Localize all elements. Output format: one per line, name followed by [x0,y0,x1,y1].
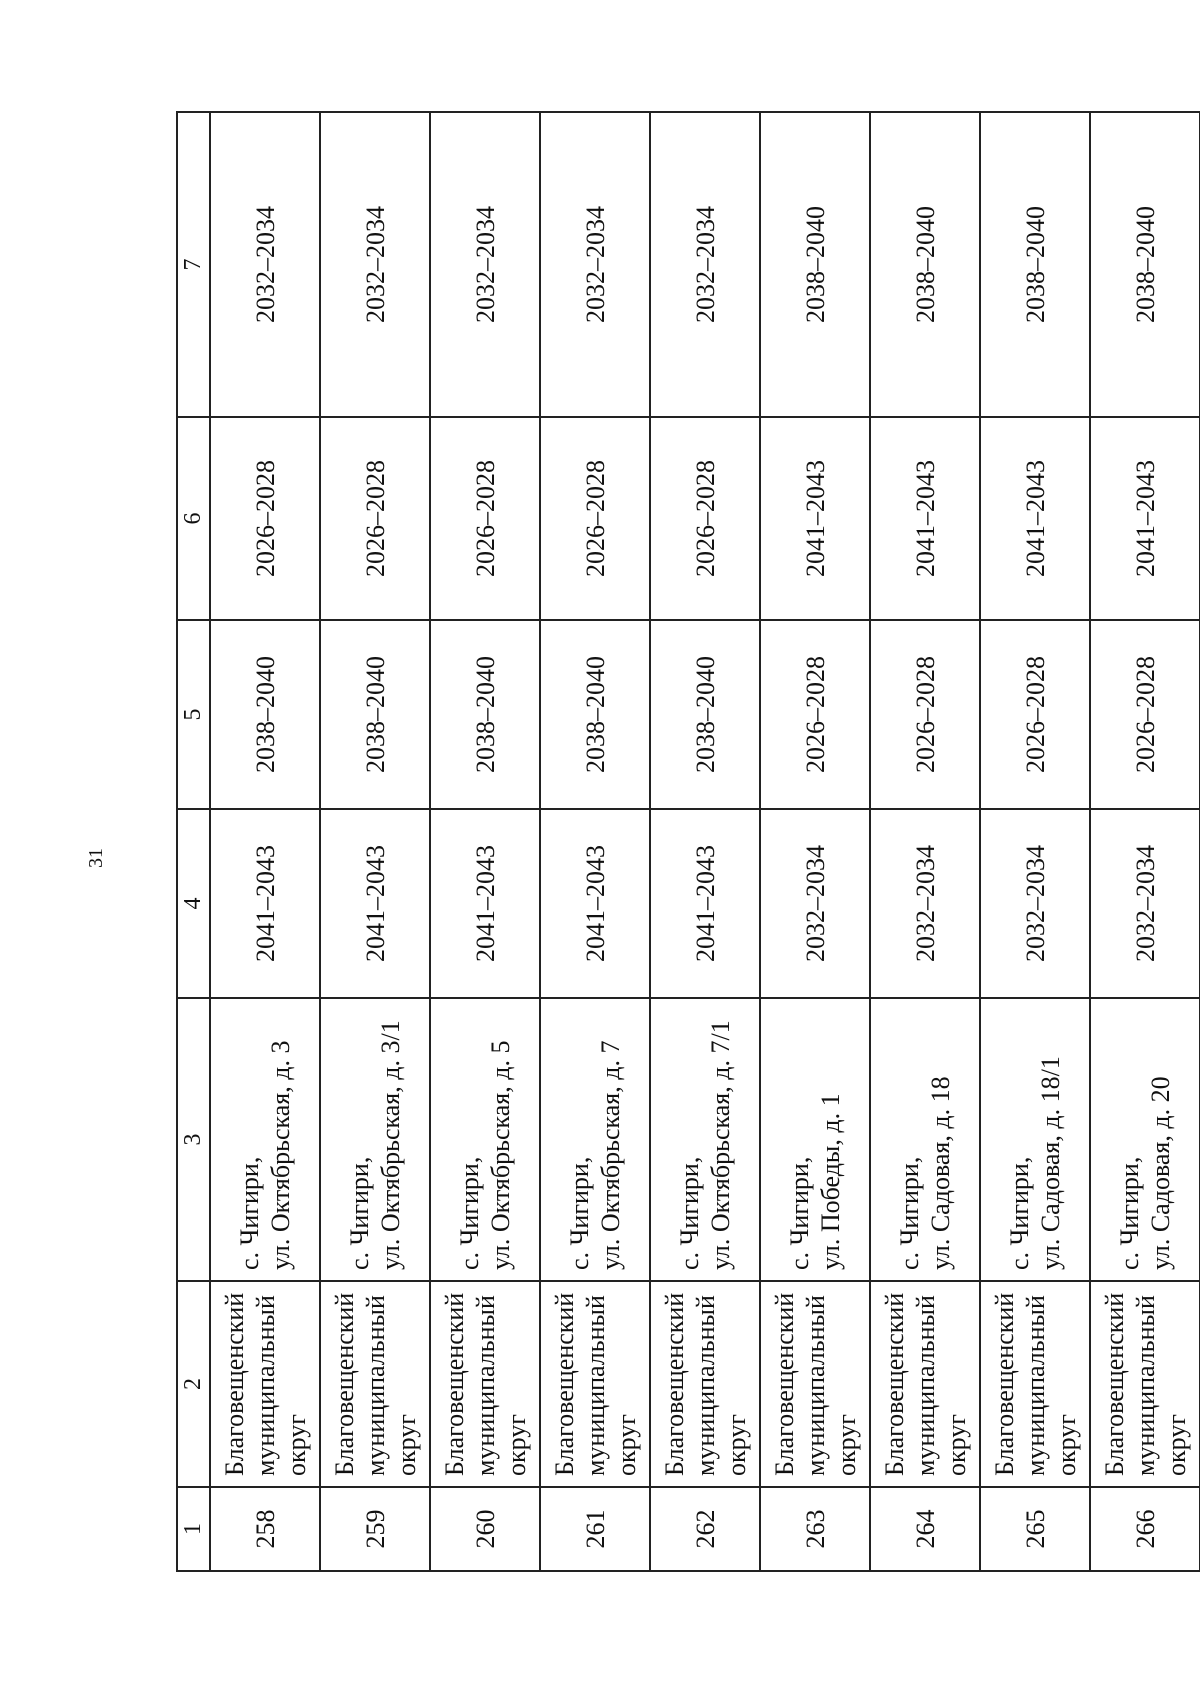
address-cell [320,998,430,1281]
address-line: ул. Победы, д. 1 [816,1093,845,1270]
period-cell-6: 2041–2043 [870,417,980,620]
address-line: с. Чигири, [895,1156,924,1270]
district-cell [1090,1281,1200,1487]
address-cell [1090,998,1200,1281]
table-row [760,112,870,1571]
period-cell-5: 2026–2028 [760,620,870,809]
period-cell-4: 2041–2043 [210,809,320,998]
address-line: с. Чигири, [345,1156,374,1270]
district-line: Благовещенский [989,1292,1019,1476]
column-header-1: 1 [177,1487,210,1571]
row-number-cell: 264 [870,1487,980,1571]
period-cell-6: 2026–2028 [430,417,540,620]
table-row [540,112,650,1571]
period-cell-6: 2026–2028 [540,417,650,620]
table-header [177,112,210,1571]
table-row [870,112,980,1571]
period-cell-7: 2038–2040 [980,112,1090,417]
row-number-cell: 259 [320,1487,430,1571]
district-line: Благовещенский [219,1292,249,1476]
district-line: Благовещенский [879,1292,909,1476]
period-cell-5: 2026–2028 [870,620,980,809]
district-line: Благовещенский [329,1292,359,1476]
period-cell-5: 2038–2040 [650,620,760,809]
district-line: округ [941,1414,971,1476]
address-line: ул. Октябрьская, д. 3/1 [376,1020,405,1270]
period-cell-7: 2032–2034 [540,112,650,417]
address-cell [980,998,1090,1281]
column-header-5: 5 [177,620,210,809]
period-cell-5: 2038–2040 [430,620,540,809]
period-cell-7: 2032–2034 [430,112,540,417]
address-line: с. Чигири, [675,1156,704,1270]
district-cell [540,1281,650,1487]
district-line: муниципальный [580,1295,610,1476]
period-cell-5: 2038–2040 [540,620,650,809]
district-line: округ [611,1414,641,1476]
address-line: с. Чигири, [235,1156,264,1270]
district-line: муниципальный [910,1295,940,1476]
district-cell [760,1281,870,1487]
period-cell-7: 2038–2040 [870,112,980,417]
period-cell-6: 2026–2028 [210,417,320,620]
district-line: муниципальный [1020,1295,1050,1476]
district-line: Благовещенский [769,1292,799,1476]
district-cell [980,1281,1090,1487]
period-cell-4: 2032–2034 [870,809,980,998]
period-cell-4: 2041–2043 [540,809,650,998]
column-header-4: 4 [177,809,210,998]
table-body [210,112,1200,1571]
period-cell-5: 2026–2028 [980,620,1090,809]
district-line: Благовещенский [659,1292,689,1476]
district-line: округ [721,1414,751,1476]
district-line: Благовещенский [1099,1292,1129,1476]
district-line: муниципальный [250,1295,280,1476]
period-cell-7: 2038–2040 [760,112,870,417]
period-cell-5: 2038–2040 [210,620,320,809]
period-cell-5: 2026–2028 [1090,620,1200,809]
address-cell [210,998,320,1281]
district-line: муниципальный [470,1295,500,1476]
period-cell-7: 2032–2034 [320,112,430,417]
address-line: с. Чигири, [1005,1156,1034,1270]
address-line: с. Чигири, [785,1156,814,1270]
table-row [430,112,540,1571]
row-number-cell: 266 [1090,1487,1200,1571]
table-row [980,112,1090,1571]
column-header-3: 3 [177,998,210,1281]
district-line: Благовещенский [549,1292,579,1476]
district-line: округ [501,1414,531,1476]
table-container [176,113,1191,1572]
address-line: с. Чигири, [1115,1156,1144,1270]
period-cell-4: 2032–2034 [760,809,870,998]
district-line: округ [391,1414,421,1476]
district-line: муниципальный [800,1295,830,1476]
period-cell-7: 2032–2034 [210,112,320,417]
period-cell-5: 2038–2040 [320,620,430,809]
column-header-7: 7 [177,112,210,417]
district-line: муниципальный [1130,1295,1160,1476]
period-cell-6: 2026–2028 [650,417,760,620]
period-cell-6: 2041–2043 [1090,417,1200,620]
period-cell-6: 2041–2043 [760,417,870,620]
rotated-table-frame [176,113,1191,1572]
period-cell-4: 2041–2043 [320,809,430,998]
district-line: округ [1051,1414,1081,1476]
address-line: с. Чигири, [565,1156,594,1270]
column-header-2: 2 [177,1281,210,1487]
period-cell-7: 2032–2034 [650,112,760,417]
period-cell-7: 2038–2040 [1090,112,1200,417]
period-cell-4: 2032–2034 [1090,809,1200,998]
district-line: округ [1161,1414,1191,1476]
table-row [210,112,320,1571]
district-line: округ [831,1414,861,1476]
period-cell-6: 2041–2043 [980,417,1090,620]
row-number-cell: 262 [650,1487,760,1571]
period-cell-4: 2032–2034 [980,809,1090,998]
address-line: ул. Октябрьская, д. 7/1 [706,1020,735,1270]
district-cell [210,1281,320,1487]
schedule-table [176,111,1200,1572]
row-number-cell: 263 [760,1487,870,1571]
address-line: ул. Октябрьская, д. 3 [266,1040,295,1270]
row-number-cell: 265 [980,1487,1090,1571]
address-cell [430,998,540,1281]
address-line: ул. Садовая, д. 18 [926,1076,955,1270]
page-number: 31 [85,848,107,868]
address-cell [760,998,870,1281]
row-number-cell: 260 [430,1487,540,1571]
district-cell [320,1281,430,1487]
period-cell-6: 2026–2028 [320,417,430,620]
row-number-cell: 258 [210,1487,320,1571]
address-line: ул. Октябрьская, д. 7 [596,1040,625,1270]
address-line: ул. Садовая, д. 20 [1146,1076,1175,1270]
header-row [177,112,210,1571]
district-cell [430,1281,540,1487]
table-row [1090,112,1200,1571]
district-line: муниципальный [690,1295,720,1476]
district-line: муниципальный [360,1295,390,1476]
district-cell [870,1281,980,1487]
period-cell-4: 2041–2043 [650,809,760,998]
address-cell [870,998,980,1281]
district-cell [650,1281,760,1487]
period-cell-4: 2041–2043 [430,809,540,998]
table-row [650,112,760,1571]
district-line: округ [281,1414,311,1476]
address-line: с. Чигири, [455,1156,484,1270]
table-row [320,112,430,1571]
address-line: ул. Октябрьская, д. 5 [486,1040,515,1270]
address-cell [650,998,760,1281]
address-cell [540,998,650,1281]
row-number-cell: 261 [540,1487,650,1571]
address-line: ул. Садовая, д. 18/1 [1036,1056,1065,1270]
column-header-6: 6 [177,417,210,620]
district-line: Благовещенский [439,1292,469,1476]
